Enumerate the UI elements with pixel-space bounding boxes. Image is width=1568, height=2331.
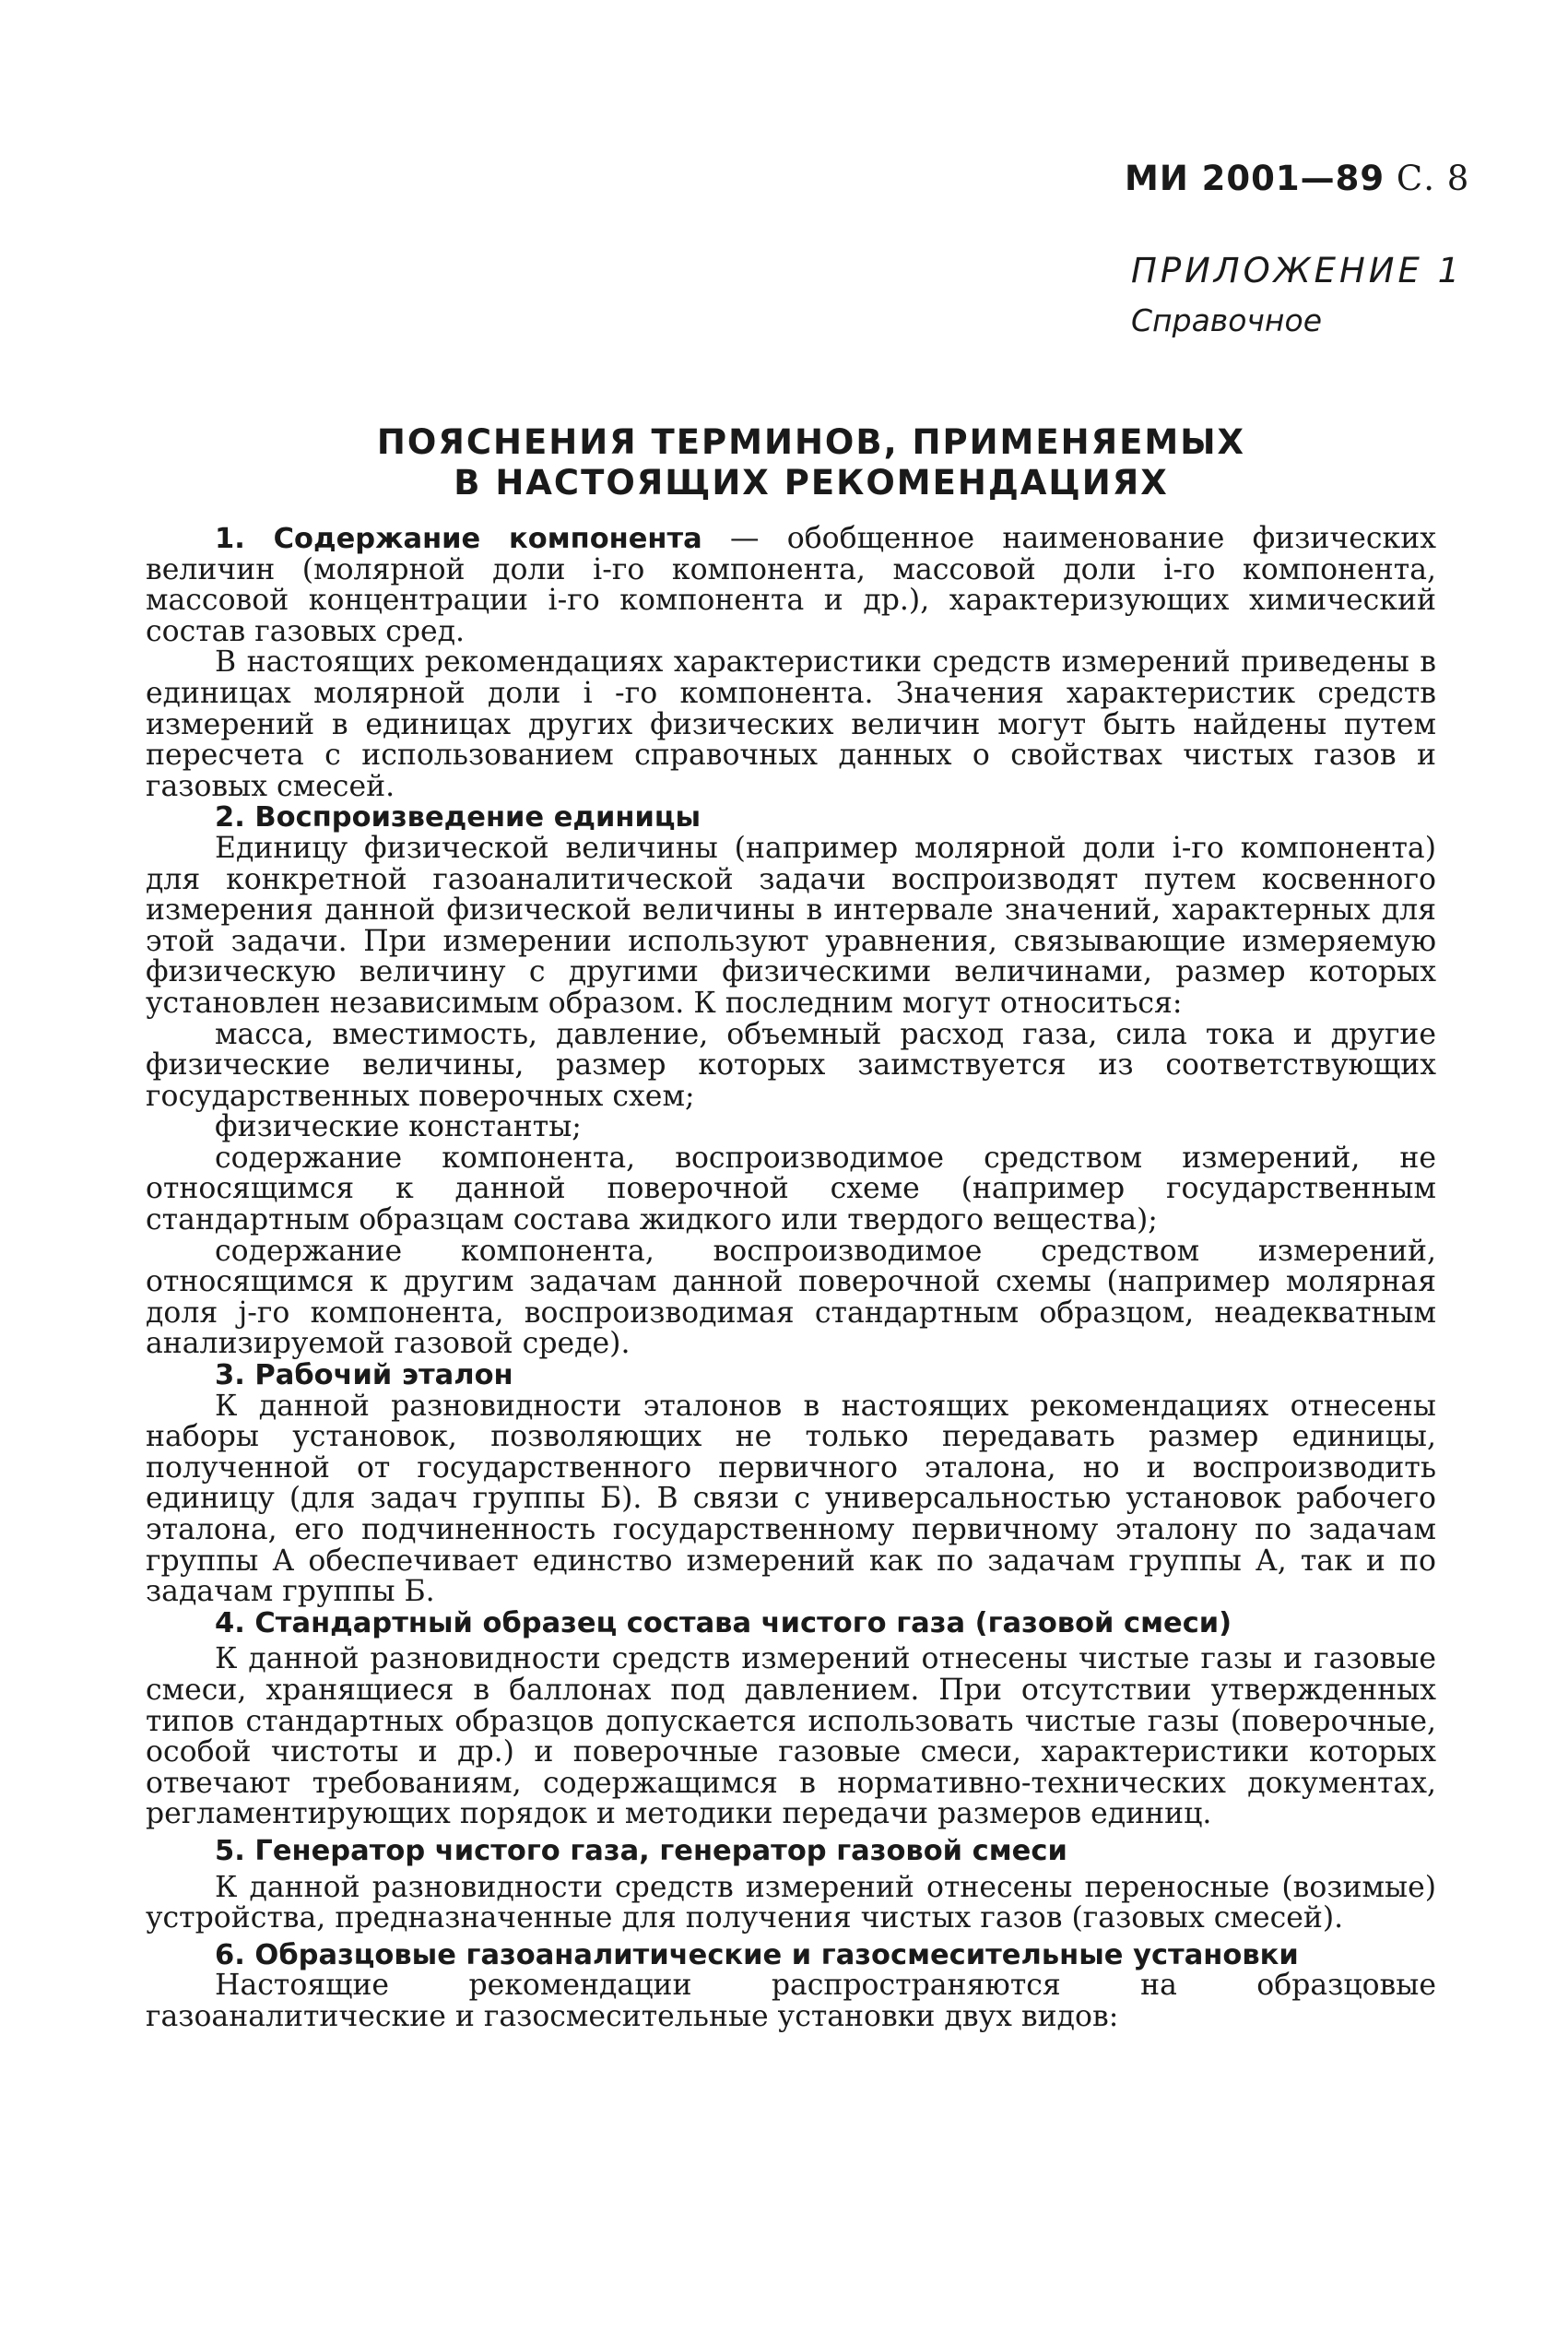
page-number: С. 8 <box>1396 159 1470 198</box>
section-2-paragraph-2: масса, вместимость, давление, объемный расход газа, сила тока и другие физические величины, размер которых заимствуется из соответствующих государственных поверочных схем; <box>146 1017 1436 1113</box>
section-5-paragraph-1: К данной разновидности средств измерений отнесены переносные (возимые) устройства, предназначенные для получения чистых газов (газовых смесей). <box>146 1870 1436 1935</box>
title-line-2: В НАСТОЯЩИХ РЕКОМЕНДАЦИЯХ <box>454 463 1169 503</box>
title-line-1: ПОЯСНЕНИЯ ТЕРМИНОВ, ПРИМЕНЯЕМЫХ <box>376 422 1246 462</box>
section-5-heading: 5. Генератор чистого газа, генератор газовой смеси <box>215 1834 1067 1867</box>
section-6-paragraph-1: Настоящие рекомендации распространяются на образцовые газоаналитические и газосмесительные установки двух видов: <box>146 1969 1436 2033</box>
section-4-heading: 4. Стандартный образец состава чистого газа (газовой смеси) <box>215 1606 1232 1639</box>
section-2-paragraph-1: Единицу физической величины (например молярной доли i-го компонента) для конкретной газоаналитической задачи воспроизводят путем косвенного измерения данной физической величины в интервале значений, характерных для этой задачи. При измерении используют уравнения, связывающие измеряемую физическую величину с другими физическими величинами, размер которых установлен независимым образом. К последним могут относиться: <box>146 831 1436 1020</box>
section-1-term: 1. Содержание компонента <box>215 523 702 555</box>
section-2-heading: 2. Воспроизведение единицы <box>215 801 701 834</box>
section-3-paragraph-1: К данной разновидности эталонов в настоящих рекомендациях отнесены наборы установок, позволяющих не только передавать размер единицы, полученной от государственного первичного эталона, но и воспроизводить единицу (для задач группы Б). В связи с универсальностью установок рабочего эталона, его подчиненность государственному первичному эталону по задачам группы А обеспечивает единство измерений как по задачам группы А, так и по задачам группы Б. <box>146 1389 1436 1609</box>
section-1-paragraph-2: В настоящих рекомендациях характеристики средств измерений приведены в единицах молярной доли i -го компонента. Значения характеристик средств измерений в единицах других физических величин могут быть найдены путем пересчета с использованием справочных данных о свойствах чистых газов и газовых смесей. <box>146 645 1436 803</box>
document-title <box>147 422 1475 503</box>
document-body <box>146 524 1436 2033</box>
section-1-definition: — обобщенное наименование физических величин (молярной доли i-го компонента, массовой доли i-го компонента, массовой концентрации i-го компонента и др.), характеризующих химический состав газовых сред. <box>146 522 1436 648</box>
section-3-heading: 3. Рабочий эталон <box>215 1359 513 1392</box>
section-1-paragraph-1 <box>146 524 1436 647</box>
section-6-heading: 6. Образцовые газоаналитические и газосмесительные установки <box>215 1938 1299 1971</box>
appendix-note: Справочное <box>1131 302 1322 338</box>
section-2-paragraph-3: физические константы; <box>215 1110 582 1144</box>
doc-code: МИ 2001—89 <box>1125 159 1385 198</box>
appendix-label: ПРИЛОЖЕНИЕ 1 <box>1131 251 1464 290</box>
page-header <box>1125 159 1469 198</box>
section-4-paragraph-1: К данной разновидности средств измерений отнесены чистые газы и газовые смеси, хранящиеся в баллонах под давлением. При отсутствии утвержденных типов стандартных образцов допускается использовать чистые газы (поверочные, особой чистоты и др.) и поверочные газовые смеси, характеристики которых отвечают требованиям, содержащимся в нормативно-технических документах, регламентирующих порядок и методики передачи размеров единиц. <box>146 1642 1436 1831</box>
section-2-paragraph-4: содержание компонента, воспроизводимое средством измерений, не относящимся к данной поверочной схеме (например государственным стандартным образцам состава жидкого или твердого вещества); <box>146 1141 1436 1237</box>
section-2-paragraph-5: содержание компонента, воспроизводимое средством измерений, относящимся к другим задачам данной поверочной схемы (например молярная доля j-го компонента, воспроизводимая стандартным образцом, неадекватным анализируемой газовой среде). <box>146 1234 1436 1361</box>
